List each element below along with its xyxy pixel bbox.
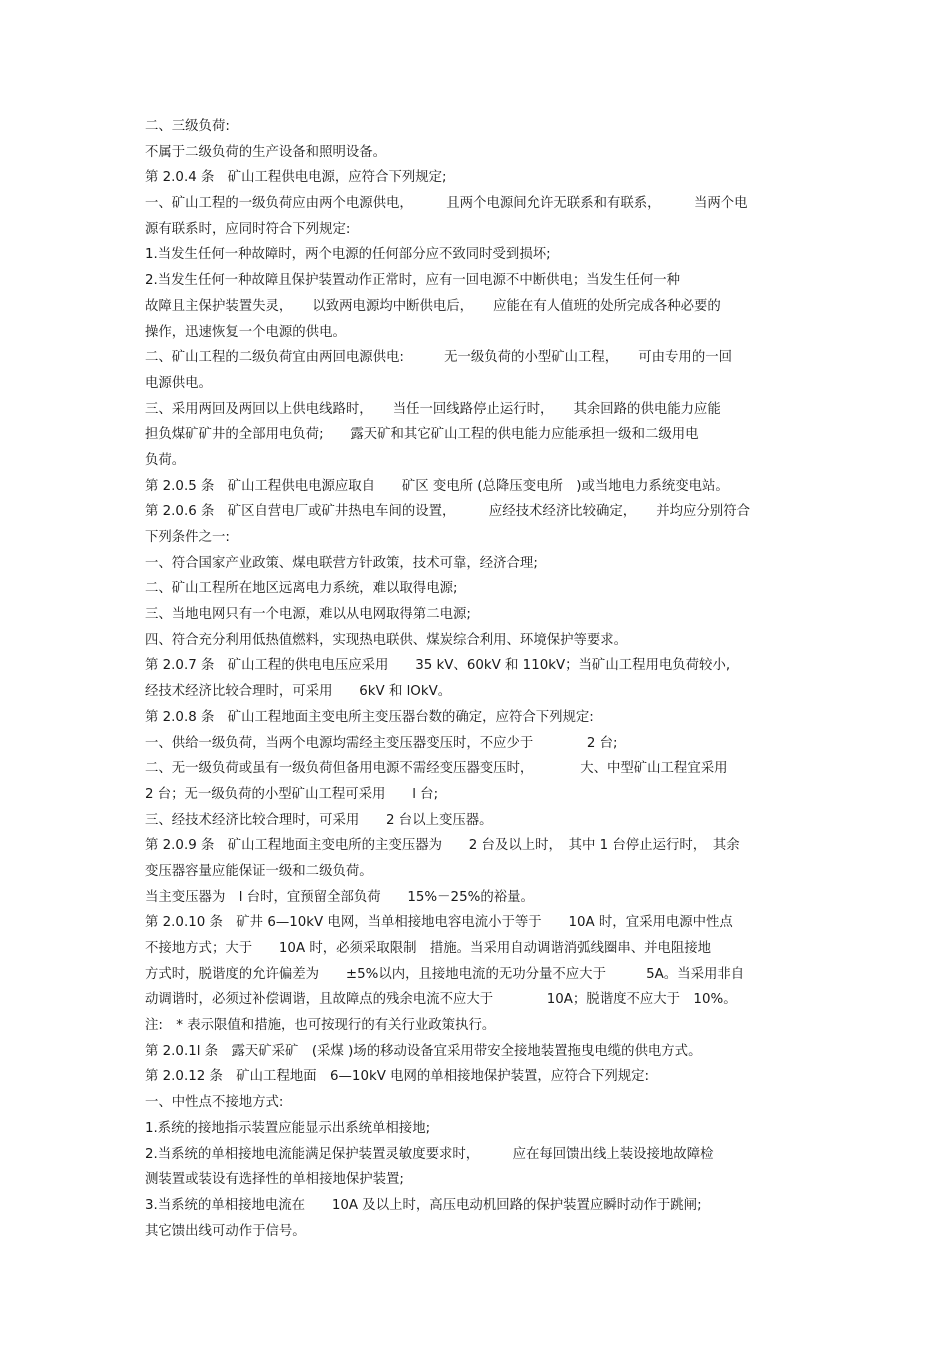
text-line: 二、矿山工程的二级负荷宜由两回电源供电: 无一级负荷的小型矿山工程， 可由专用的一回 — [145, 350, 732, 366]
text-line: 一、供给一级负荷，当两个电源均需经主变压器变压时，不应少于 2 台; — [145, 735, 618, 751]
text-line: 3.当系统的单相接地电流在 10A 及以上时，高压电动机回路的保护装置应瞬时动作于跳闸; — [145, 1197, 702, 1213]
text-line: 操作，迅速恢复一个电源的供电。 — [145, 324, 346, 340]
text-line: 第 2.0.7 条 矿山工程的供电电压应采用 35 kV、60kV 和 110kV；当矿山工程用电负荷较小, — [145, 658, 731, 674]
text-line: 三、当地电网只有一个电源，难以从电网取得第二电源; — [145, 607, 471, 623]
text-line: 第 2.0.12 条 矿山工程地面 6—10kV 电网的单相接地保护装置，应符合下列规定: — [145, 1069, 650, 1085]
text-line: 下列条件之一: — [145, 530, 230, 545]
text-line: 负荷。 — [145, 452, 186, 468]
text-line: 不属于二级负荷的生产设备和照明设备。 — [145, 144, 387, 160]
text-line: 其它馈出线可动作于信号。 — [145, 1223, 306, 1239]
text-line: 担负煤矿矿井的全部用电负荷; 露天矿和其它矿山工程的供电能力应能承担一级和二级用电 — [145, 427, 699, 443]
text-line: 四、符合充分利用低热值燃料，实现热电联供、煤炭综合利用、环境保护等要求。 — [145, 632, 628, 648]
text-line: 三、经技术经济比较合理时，可采用 2 台以上变压器。 — [145, 812, 493, 828]
text-line: 第 2.0.6 条 矿区自营电厂或矿井热电车间的设置， 应经技术经济比较确定， 并均应分别符合 — [145, 504, 750, 520]
text-line: 动调谐时，必须过补偿调谐，且故障点的残余电流不应大于 10A；脱谐度不应大于 10%。 — [145, 992, 737, 1008]
text-line: 一、符合国家产业政策、煤电联营方针政策，技术可靠，经济合理; — [145, 555, 538, 571]
text-line: 源有联系时，应同时符合下列规定: — [145, 221, 351, 237]
text-line: 二、无一级负荷或虽有一级负荷但备用电源不需经变压器变压时， 大、中型矿山工程宜采用 — [145, 761, 728, 777]
text-line: 二、三级负荷: — [145, 119, 230, 134]
text-line: 方式时，脱谐度的允许偏差为 ±5%以内，且接地电流的无功分量不应大于 5A。当采用非自 — [145, 966, 745, 982]
text-line: 第 2.0.10 条 矿井 6—10kV 电网，当单相接地电容电流小于等于 10A 时，宜采用电源中性点 — [145, 915, 733, 931]
text-line: 测装置或装设有选择性的单相接地保护装置; — [145, 1172, 404, 1188]
document-page — [145, 114, 815, 1244]
text-line: 第 2.0.8 条 矿山工程地面主变电所主变压器台数的确定，应符合下列规定: — [145, 709, 594, 725]
text-line: 2.当系统的单相接地电流能满足保护装置灵敏度要求时， 应在每回馈出线上装设接地故障检 — [145, 1146, 714, 1162]
text-line: 1.当发生任何一种故障时，两个电源的任何部分应不致同时受到损坏; — [145, 247, 551, 263]
text-line: 三、采用两回及两回以上供电线路时， 当任一回线路停止运行时， 其余回路的供电能力应能 — [145, 401, 721, 417]
text-line: 一、矿山工程的一级负荷应由两个电源供电， 且两个电源间允许无联系和有联系， 当两个电 — [145, 196, 748, 212]
text-line: 经技术经济比较合理时，可采用 6kV 和 lOkV。 — [145, 684, 452, 700]
text-line: 1.系统的接地指示装置应能显示出系统单相接地; — [145, 1120, 431, 1136]
text-line: 注: * 表示限值和措施，也可按现行的有关行业政策执行。 — [145, 1018, 496, 1034]
text-line: 第 2.0.4 条 矿山工程供电电源，应符合下列规定; — [145, 170, 447, 186]
text-line: 故障且主保护装置失灵， 以致两电源均中断供电后， 应能在有人值班的处所完成各种必要的 — [145, 298, 721, 314]
text-line: 2 台；无一级负荷的小型矿山工程可采用 l 台; — [145, 786, 439, 802]
text-line: 2.当发生任何一种故障且保护装置动作正常时，应有一回电源不中断供电；当发生任何一种 — [145, 273, 681, 289]
text-line: 一、中性点不接地方式: — [145, 1095, 284, 1111]
text-line: 第 2.0.1l 条 露天矿采矿 (采煤 )场的移动设备宜采用带安全接地装置拖曳电缆的供电方式。 — [145, 1043, 702, 1059]
text-line: 不接地方式；大于 10A 时，必须采取限制 措施。当采用自动调谐消弧线圈串、并电阻接地 — [145, 941, 712, 956]
text-line: 第 2.0.5 条 矿山工程供电电源应取自 矿区 变电所 (总降压变电所 )或当地电力系统变电站。 — [145, 478, 729, 494]
text-line: 二、矿山工程所在地区远离电力系统，难以取得电源; — [145, 581, 458, 597]
text-line: 变压器容量应能保证一级和二级负荷。 — [145, 863, 373, 879]
text-line: 第 2.0.9 条 矿山工程地面主变电所的主变压器为 2 台及以上时， 其中 1 台停止运行时， 其余 — [145, 838, 740, 854]
text-line: 电源供电。 — [145, 375, 212, 391]
text-line: 当主变压器为 l 台时，宜预留全部负荷 15%－25%的裕量。 — [145, 889, 534, 905]
